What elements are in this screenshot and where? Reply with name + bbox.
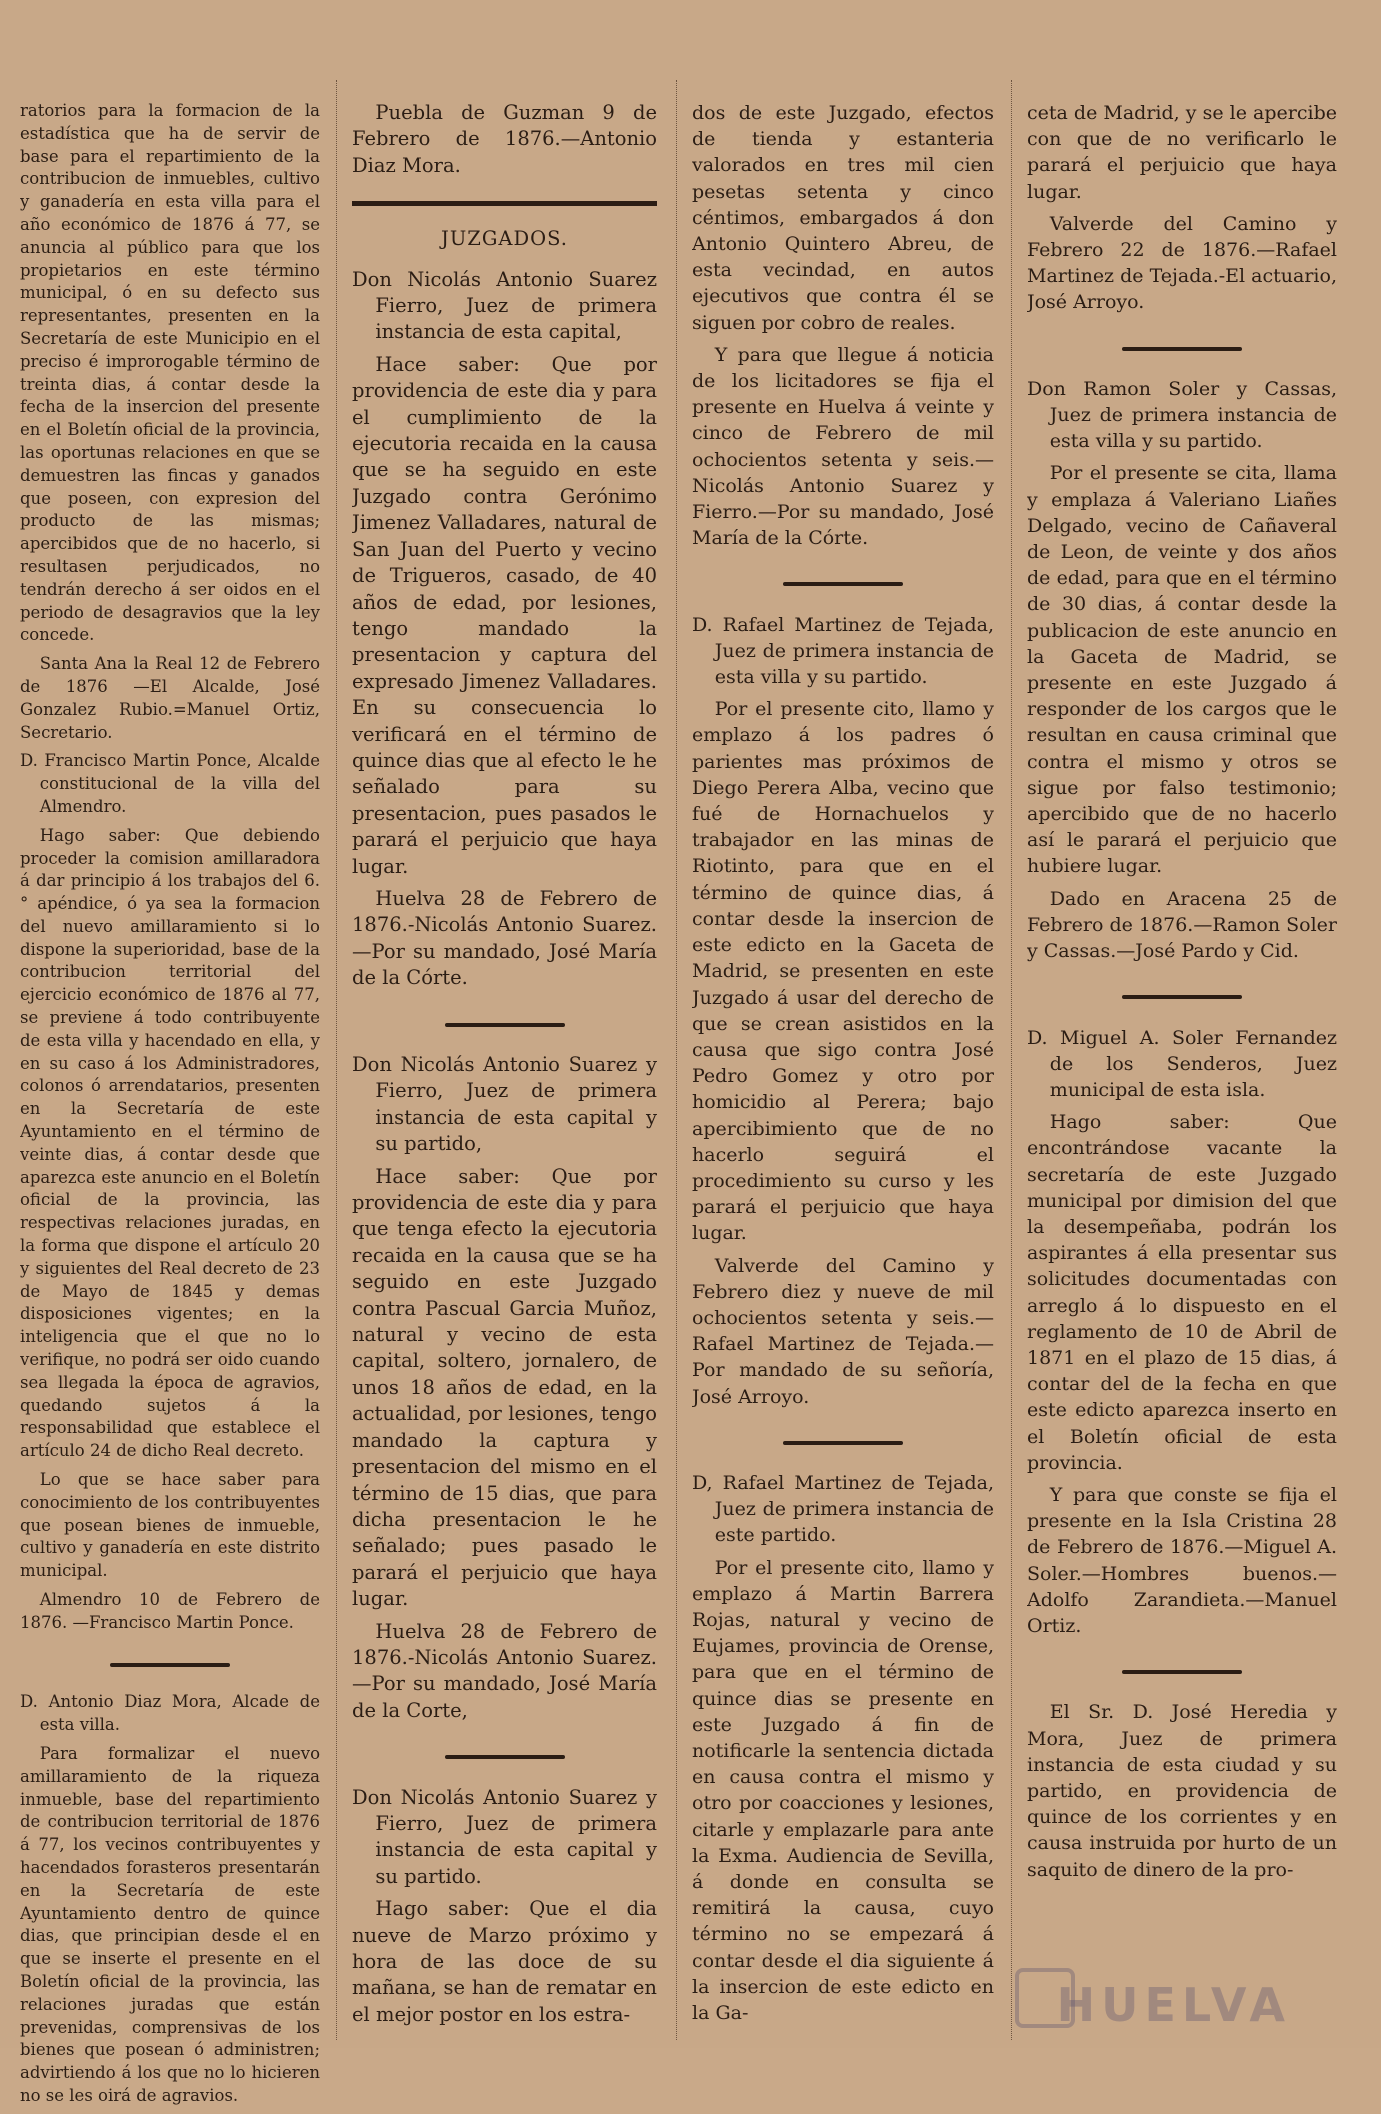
- notice-signature: Puebla de Guzman 9 de Febrero de 1876.—Antonio Diaz Mora.: [352, 101, 657, 177]
- ornament-divider: [1027, 980, 1337, 1006]
- notice-heading: D. Antonio Diaz Mora, Alcade de esta villa.: [20, 1692, 320, 1735]
- column-divider: [676, 80, 677, 2040]
- notice-heading: Don Ramon Soler y Cassas, Juez de primera instancia de esta villa y su partido.: [1027, 377, 1337, 453]
- column-divider: [1011, 80, 1012, 2040]
- section-heading: JUZGADOS.: [441, 227, 568, 251]
- column-1: [20, 100, 320, 2114]
- notice-signature: Valverde del Camino y Febrero diez y nueve de mil ochocientos setenta y seis.—Rafael Martinez de Tejada.—Por mandado de su señoría, José Arroyo.: [692, 1254, 994, 1408]
- notice-heading: Don Nicolás Antonio Suarez y Fierro, Juez de primera instancia de esta capital y su partido,: [352, 1053, 657, 1156]
- notice-heading: Don Nicolás Antonio Suarez y Fierro, Juez de primera instancia de esta capital y su partido.: [352, 1785, 657, 1888]
- ornament-divider: [352, 1008, 657, 1034]
- column-divider: [336, 80, 337, 2040]
- notice-text: Lo que se hace saber para conocimiento de los contribuyentes que posean bienes de inmueble, cultivo y ganadería en este distrito municipal.: [20, 1470, 320, 1581]
- notice-signature: Santa Ana la Real 12 de Febrero de 1876 —El Alcalde, José Gonzalez Rubio.=Manuel Ortiz, Secretario.: [20, 654, 320, 742]
- notice-text: Hace saber: Que por providencia de este dia y para que tenga efecto la ejecutoria recaida en la causa que se ha seguido en este Juzgado contra Pascual Garcia Muñoz, natural y vecino de esta capital, soltero, jornalero, de unos 18 años de edad, en la actualidad, por lesiones, tengo mandado la captura y presentacion del mismo en el término de 15 dias, que para dicha presentacion le he señalado; pues pasado le parará el perjuicio que haya lugar.: [352, 1164, 657, 1611]
- notice-heading: Don Nicolás Antonio Suarez Fierro, Juez de primera instancia de esta capital,: [352, 267, 657, 344]
- column-2: [352, 100, 657, 2034]
- ornament-divider: [692, 1426, 994, 1452]
- notice-text: Y para que llegue á noticia de los licitadores se fija el presente en Huelva á veinte y cinco de Febrero de mil ochocientos setenta y seis.—Nicolás Antonio Suarez y Fierro.—Por su mandado, José María de la Córte.: [692, 343, 994, 550]
- notice-text: El Sr. D. José Heredia y Mora, Juez de primera instancia de esta ciudad y su partido, en providencia de quince de los corrientes y en causa instruida por hurto de un saquito de dinero de la pro-: [1027, 1701, 1337, 1881]
- notice-text: Por el presente se cita, llama y emplaza á Valeriano Liañes Delgado, vecino de Cañaveral de Leon, de veinte y dos años de edad, para que en el término de 30 dias, á contar desde la publicacion de este anuncio en la Gaceta de Madrid, se presente en este Juzgado á responder de los cargos que le resultan en causa criminal que contra el mismo y otros se sigue por falso testimonio; apercibido que de no hacerlo así le parará el perjuicio que hubiere lugar.: [1027, 462, 1337, 878]
- column-4: [1027, 100, 1337, 1889]
- notice-text: dos de este Juzgado, efectos de tienda y estanteria valorados en tres mil cien pesetas setenta y cinco céntimos, embargados á don Antonio Quintero Abreu, de esta vecindad, en autos ejecutivos que contra él se siguen por cobro de reales.: [692, 102, 994, 334]
- ornament-divider: [692, 567, 994, 593]
- notice-text: Hace saber: Que por providencia de este dia y para el cumplimiento de la ejecutoria recaida en la causa que se ha seguido en este Juzgado contra Gerónimo Jimenez Valladares, natural de San Juan del Puerto y vecino de Trigueros, casado, de 40 años de edad, por lesiones, tengo mandado la presentacion y captura del expresado Jimenez Valladares. En su consecuencia lo verificará en el término de quince dias que al efecto le he señalado para su presentacion, pues pasados le parará el perjuicio que haya lugar.: [352, 352, 657, 878]
- section-rule: [352, 201, 657, 206]
- notice-text: Por el presente cito, llamo y emplazo á los padres ó parientes mas próximos de Diego Perera Alba, vecino que fué de Hornachuelos y trabajador en las minas de Riotinto, para que en el término de quince dias, á contar desde la insercion de este edicto en la Gaceta de Madrid, se presenten en este Juzgado á usar del derecho de que se crean asistidos en la causa que sigo contra José Pedro Gomez y otro por homicidio al Perera; bajo apercibimiento que de no hacerlo seguirá el procedimiento su curso y les parará el perjuicio que haya lugar.: [692, 698, 994, 1245]
- notice-signature: Huelva 28 de Febrero de 1876.-Nicolás Antonio Suarez.—Por su mandado, José María de la Corte,: [352, 1619, 657, 1722]
- notice-text: Por el presente cito, llamo y emplazo á Martin Barrera Rojas, natural y vecino de Eujames, provincia de Orense, para que en el término de quince dias se presente en este Juzgado á fin de notificarle la sentencia dictada en causa contra el mismo y otro por coacciones y lesiones, citarle y emplazarle para ante la Exma. Audiencia de Sevilla, á donde en consulta se remitirá la causa, cuyo término no se empezará á contar desde el dia siguiente á la insercion de este edicto en la Ga-: [692, 1556, 994, 2025]
- notice-signature: Almendro 10 de Febrero de 1876. —Francisco Martin Ponce.: [20, 1590, 320, 1632]
- notice-signature: Valverde del Camino y Febrero 22 de 1876.—Rafael Martinez de Tejada.-El actuario, José Arroyo.: [1027, 212, 1337, 314]
- notice-text: ceta de Madrid, y se le apercibe con que de no verificarlo le parará el perjuicio que haya lugar.: [1027, 102, 1337, 203]
- ornament-divider: [352, 1740, 657, 1766]
- ornament-divider: [1027, 332, 1337, 358]
- column-3: [692, 100, 994, 2032]
- notice-heading: D. Rafael Martinez de Tejada, Juez de primera instancia de esta villa y su partido.: [692, 613, 994, 689]
- notice-heading: D. Francisco Martin Ponce, Alcalde constitucional de la villa del Almendro.: [20, 751, 320, 816]
- notice-text: ratorios para la formacion de la estadística que ha de servir de base para el repartimiento de la contribucion de inmuebles, cultivo y ganadería en esta villa para el año económico de 1876 á 77, se anuncia al público para que los propietarios en este término municipal, ó en su defecto sus representantes, presenten en la Secretaría de este Municipio en el preciso é improrogable término de treinta dias, á contar desde la fecha de la insercion del presente en el Boletín oficial de la provincia, las oportunas relaciones en que se demuestren las fincas y ganados que poseen, con expresion del producto de las mismas; apercibidos que de no hacerlo, si resultasen perjudicados, no tendrán derecho á ser oidos en el periodo de desagravios que la ley concede.: [20, 101, 320, 645]
- notice-heading: D, Rafael Martinez de Tejada, Juez de primera instancia de este partido.: [692, 1471, 994, 1547]
- notice-text: Hago saber: Que encontrándose vacante la secretaría de este Juzgado municipal por dimision del que la desempeñaba, podrán los aspirantes á ella presentar sus solicitudes documentadas con arreglo á lo dispuesto en el reglamento de 10 de Abril de 1871 en el plazo de 15 dias, á contar del de la fecha en que este edicto aparezca inserto en el Boletín oficial de esta provincia.: [1027, 1111, 1337, 1474]
- ornament-divider: [20, 1651, 320, 1674]
- library-watermark: HUELVA: [1056, 1978, 1291, 2032]
- notice-text: Hago saber: Que debiendo proceder la comision amillaradora á dar principio á los trabajos del 6.° apéndice, ó ya sea la formacion del nuevo amillaramiento si lo dispone la superioridad, base de la contribucion territorial del ejercicio económico de 1876 al 77, se previene á todo contribuyente de esta villa y hacendado en ella, y en su caso á los Administradores, colonos ó arrendatarios, presenten en la Secretaría de este Ayuntamiento en el término de veinte dias, á contar desde que aparezca este anuncio en el Boletín oficial de la provincia, las respectivas relaciones juradas, en la forma que dispone el artículo 20 y siguientes del Real decreto de 23 de Mayo de 1845 y demas disposiciones vigentes; en la inteligencia que el que no lo verifique, no podrá ser oido cuando sea llegada la época de agravios, quedando sujetos á la responsabilidad que establece el artículo 24 de dicho Real decreto.: [20, 825, 320, 1461]
- notice-signature: Huelva 28 de Febrero de 1876.-Nicolás Antonio Suarez.—Por su mandado, José María de la Córte.: [352, 886, 657, 990]
- notice-signature: Dado en Aracena 25 de Febrero de 1876.—Ramon Soler y Cassas.—José Pardo y Cid.: [1027, 887, 1337, 963]
- ornament-divider: [1027, 1655, 1337, 1681]
- notice-heading: D. Miguel A. Soler Fernandez de los Senderos, Juez municipal de esta isla.: [1027, 1026, 1337, 1101]
- notice-text: Hago saber: Que el dia nueve de Marzo próximo y hora de las doce de su mañana, se han de rematar en el mejor postor en los estra-: [352, 1897, 657, 2026]
- notice-text: Para formalizar el nuevo amillaramiento de la riqueza inmueble, base del repartimiento de contribucion territorial de 1876 á 77, los vecinos contribuyentes y hacendados forasteros presentarán en la Secretaría de este Ayuntamiento dentro de quince dias, que principian desde el en que se inserte el presente en el Boletín oficial de la provincia, las relaciones juradas que están prevenidas, comprensivas de los bienes que posean ó administren; advirtiendo á los que no lo hicieren no se les oirá de agravios.: [20, 1743, 320, 2105]
- notice-signature: Y para que conste se fija el presente en la Isla Cristina 28 de Febrero de 1876.—Miguel A. Soler.—Hombres buenos.—Adolfo Zarandieta.—Manuel Ortiz.: [1027, 1483, 1337, 1637]
